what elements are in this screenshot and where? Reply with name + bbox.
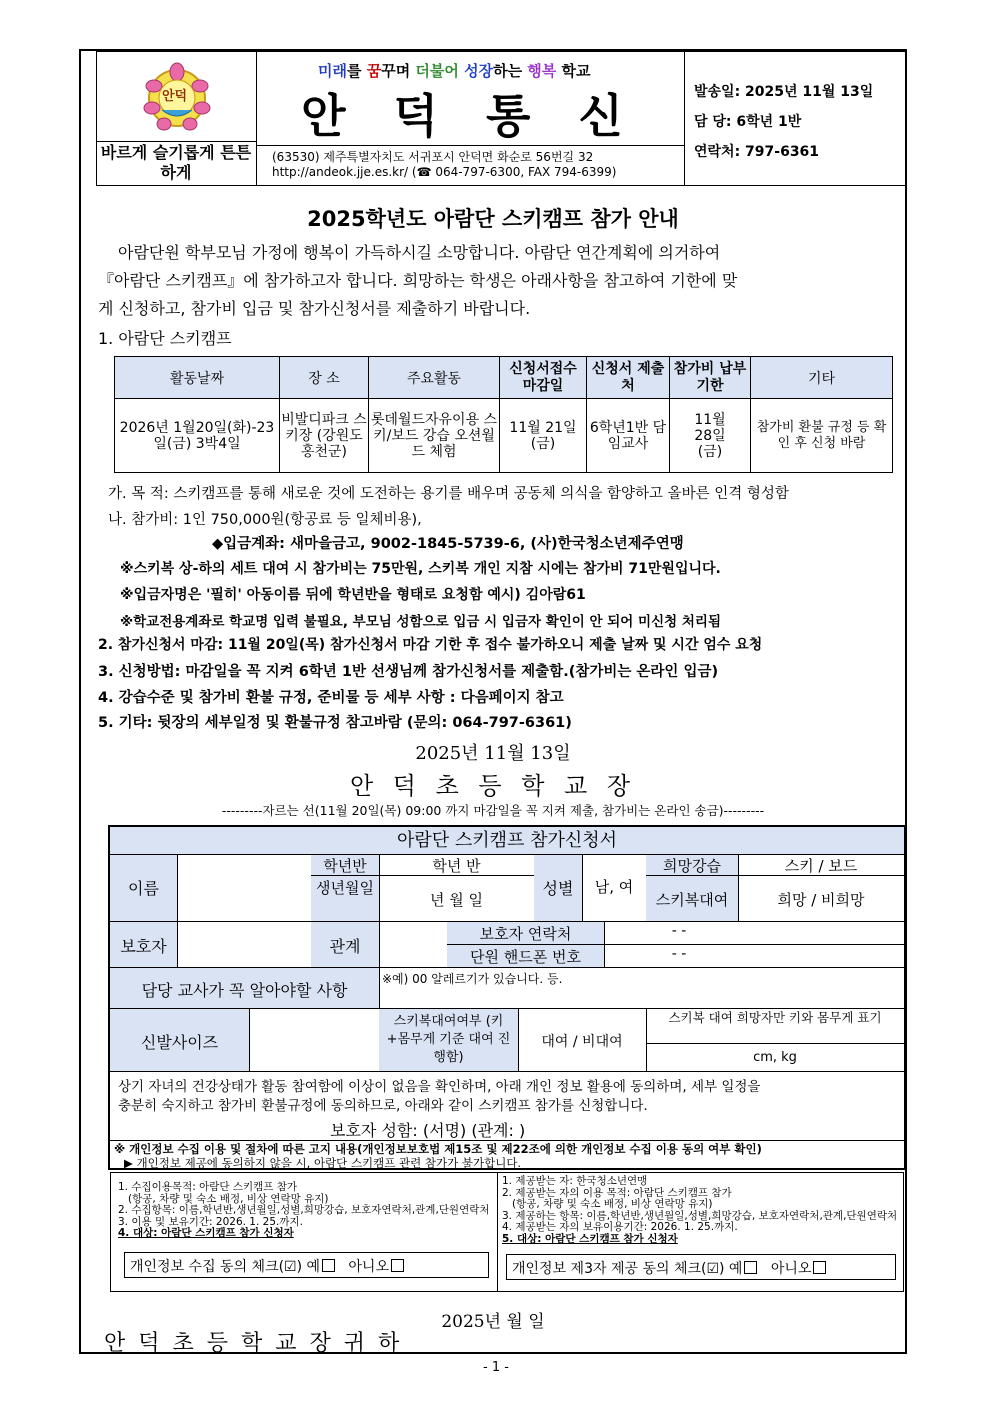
third-party-no-checkbox[interactable] [813,1261,826,1274]
note-rental: ※스키복 상-하의 세트 대여 시 참가비는 75만원, 스키복 개인 지참 시에는 참가비 71만원입니다. [120,561,721,577]
teacher-note-label: 담당 교사가 꼭 알아야할 사항 [141,981,348,1000]
consent-line-1: 상기 자녀의 건강상태가 활동 참여함에 이상이 없음을 확인하며, 아래 개인 정보 활용에 동의하며, 세부 일정을 [118,1079,761,1095]
principal-name: 안 덕 초 등 학 교 장 [349,772,637,800]
grade-value: 학년 반 [432,857,481,875]
slogan-part: 하는 [493,62,528,80]
grade-label: 학년반 [323,857,367,875]
td-activity: 롯데월드자유이용 스키/보드 강습 오션월드 체험 [369,399,500,473]
slogan-part: 성장 [464,62,494,80]
gender-label: 성별 [542,879,574,898]
in-charge: 담 당: 6학년 1반 [694,114,802,130]
contact-phone: 연락처: 797-6361 [694,144,820,160]
third-party-yes-checkbox[interactable] [744,1261,757,1274]
header-divider-right [684,51,685,186]
relation-label: 관계 [329,937,361,956]
school-contact: http://andeok.jje.es.kr/ (☎ 064-797-6300, FAX 794-6399) [272,165,617,179]
header-divider-left [256,51,257,186]
th-date: 활동날짜 [115,357,280,399]
consent-line-2: 충분히 숙지하고 참가비 환불규정에 동의하므로, 아래와 같이 스키캠프 참가를 신청합니다. [118,1098,648,1114]
item3-method: 3. 신청방법: 마감일을 꼭 지켜 6학년 1반 선생님께 참가신청서를 제출함.(참가비는 온라인 입금) [98,664,719,680]
account-line: ◆입금계좌: 새마을금고, 9002-1845-5739-6, (사)한국청소년제주연맹 [212,536,684,552]
intro-line-3: 게 신청하고, 참가비 입금 및 참가신청서를 제출하기 바랍니다. [98,299,531,318]
section1-heading: 1. 아람단 스키캠프 [98,329,232,348]
school-motto: 바르게 슬기롭게 튼튼하게 [100,143,252,182]
privacy-collection-line: 1. 수집이용목적: 아람단 스키캠프 참가 [118,1181,298,1193]
th-submit-to: 신청서 제출처 [587,357,670,399]
size-value: cm, kg [753,1050,797,1065]
privacy-third-party-line: 3. 제공하는 항목: 이름,학년반,생년월일,성별,희망강습, 보호자연락처,관계,단원연락처 [502,1209,898,1222]
purpose-line: 가. 목 적: 스키캠프를 통해 새로운 것에 도전하는 용기를 배우며 공동체 의식을 함양하고 올바른 인격 형성함 [108,486,789,502]
intro-line-2: 『아람단 스키캠프』에 참가하고자 합니다. 희망하는 학생은 아래사항을 참고하여 기한에 맞 [98,271,738,290]
rental-check-label: 스키복대여여부 (키+몸무게 기준 대여 진행함) [386,1014,511,1065]
motto-divider [96,141,256,142]
camp-schedule-table [114,356,893,473]
td-deadline: 11월 21일 (금) [500,399,587,473]
rental-check-value: 대여 / 비대여 [541,1034,623,1050]
privacy-third-party-details [502,1176,897,1245]
privacy-third-party-line: 1. 제공받는 자: 한국청소년연맹 [502,1175,648,1187]
privacy-title: ※ 개인정보 수집 이용 및 절차에 따른 고지 내용(개인정보보호법 제15조 및 제22조에 의한 개인정보 수집 이용 동의 여부 확인) [114,1142,762,1156]
privacy-sub: ▶ 개인정보 제공에 동의하지 않을 시, 아람단 스키캠프 관련 참가가 불가합니다. [124,1156,522,1170]
shoe-label: 신발사이즈 [140,1033,219,1052]
notice-date: 2025년 11월 13일 [415,743,571,764]
guardian-input[interactable] [177,922,312,968]
birth-label: 생년월일 [316,879,374,897]
note-depositor: ※입금자명은 '필히' 아동이름 뒤에 학년반을 형태로 요청함 예시) 김아람61 [120,587,586,603]
rental-value: 희망 / 비희망 [777,891,865,909]
lesson-value: 스키 / 보드 [784,857,858,875]
td-etc: 참가비 환불 규정 등 확인 후 신청 바람 [751,399,893,473]
privacy-third-party-line: 5. 대상: 아람단 스키캠프 참가 신청자 [502,1232,678,1245]
privacy-collection-details [118,1182,490,1240]
item2-deadline: 2. 참가신청서 마감: 11월 20일(목) 참가신청서 마감 기한 후 접수 불가하오니 제출 날짜 및 시간 엄수 요청 [98,637,763,653]
privacy-collection-line: 2. 수집항목: 이름,학년반,생년월일,성별,희망강습, 보호자연락처,관계,단원연락처 [118,1204,490,1216]
shoe-input[interactable] [249,1009,380,1072]
slogan-part: 더불어 [415,62,465,80]
slogan-part: 미래 [318,62,347,80]
td-place: 비발디파크 스키장 (강원도 홍천군) [280,399,369,473]
th-etc: 기타 [751,357,893,399]
privacy-collection-line: (항공, 차량 및 숙소 배정, 비상 연락망 유지) [118,1192,329,1205]
fee-line: 나. 참가비: 1인 750,000원(항공료 등 일체비용), [108,512,422,528]
cut-line: ---------자르는 선(11월 20일(목) 09:00 까지 마감일을 꼭 지켜 제출, 참가비는 온라인 송금)--------- [221,803,765,818]
intro-line-1: 아람단원 학부모님 가정에 행복이 가득하시길 소망합니다. 아람단 연간계획에 의거하여 [118,243,721,262]
guardian-phone-value: - - [671,923,687,939]
rental-label: 스키복대여 [655,891,729,909]
slogan-part: 꿈 [366,62,382,80]
privacy-third-party-line: 2. 제공받는 자의 이용 목적: 아람단 스키캠프 참가 [502,1186,732,1199]
th-place: 장 소 [280,357,369,399]
form-title: 아람단 스키캠프 참가신청서 [110,827,904,855]
privacy-box-divider [497,1172,498,1292]
logo-text: 안덕 [162,89,188,104]
item5-etc: 5. 기타: 뒷장의 세부일정 및 환불규정 참고바람 (문의: 064-797-6361) [98,715,572,731]
privacy-third-party-line: (항공, 차량 및 숙소 배정, 비상 연락망 유지) [502,1198,713,1210]
school-slogan [318,60,590,81]
size-label: 스키복 대여 희망자만 키와 몸무게 표기 [668,1010,882,1025]
privacy-consent-right: 개인정보 제3자 제공 동의 체크(☑) 예 아니오 [512,1258,826,1278]
school-address: (63530) 제주특별자치도 서귀포시 안덕면 화순로 56번길 32 [272,150,594,164]
privacy-collection-line: 3. 이용 및 보유기간: 2026. 1. 25.까지. [118,1215,303,1228]
newsletter-title: 안 덕 통 신 [301,89,639,143]
slogan-part: 학교 [556,62,591,80]
th-deadline: 신청서접수 마감일 [500,357,587,399]
gender-value: 남, 여 [594,878,634,896]
slogan-part: 행복 [527,62,557,80]
name-input[interactable] [177,855,312,922]
consent-no-checkbox[interactable] [391,1259,404,1272]
td-date: 2026년 1월20일(화)-23일(금) 3박4일 [115,399,280,473]
birth-value: 년 월 일 [429,891,483,909]
td-fee-due: 11월 28일 (금) [670,399,751,473]
privacy-collection-line: 4. 대상: 아람단 스키캠프 참가 신청자 [118,1227,294,1239]
th-activity: 주요활동 [369,357,500,399]
form-footer-date: 2025년 월 일 [441,1312,545,1332]
slogan-part: 를 [346,62,367,80]
td-submit-to: 6학년1반 담임교사 [587,399,670,473]
page-number: - 1 - [483,1360,509,1375]
lesson-label: 희망강습 [663,857,721,875]
student-phone-label: 단원 핸드폰 번호 [470,948,581,966]
name-label: 이름 [128,879,159,898]
school-logo [140,60,214,134]
notice-title: 2025학년도 아람단 스키캠프 참가 안내 [307,207,679,231]
privacy-consent-left: 개인정보 수집 동의 체크(☑) 예 아니오 [130,1256,404,1276]
item4-details: 4. 강습수준 및 참가비 환불 규정, 준비물 등 세부 사항 : 다음페이지 참고 [98,690,564,706]
privacy-third-party-line: 4. 제공받는 자의 보유이용기간: 2026. 1. 25.까지. [502,1221,738,1233]
consent-yes-checkbox[interactable] [322,1259,335,1272]
guardian-label: 보호자 [120,937,167,956]
guardian-phone-label: 보호자 연락처 [479,925,572,943]
teacher-note-value: ※예) 00 알레르기가 있습니다. 등. [382,972,563,986]
student-phone-value: - - [671,946,687,962]
slogan-part: 꾸며 [381,62,416,80]
relation-input[interactable] [379,922,448,968]
th-fee-due: 참가비 납부기한 [670,357,751,399]
note-account: ※학교전용계좌로 학교명 입력 불필요, 부모님 성함으로 입금 시 입금자 확인이 안 되어 미신청 처리됨 [120,614,721,630]
issue-date: 발송일: 2025년 11월 13일 [694,84,874,100]
form-footer-to: 안 덕 초 등 학 교 장 귀 하 [104,1331,403,1356]
signature-line: 보호자 성함: (서명) (관계: ) [330,1121,526,1140]
